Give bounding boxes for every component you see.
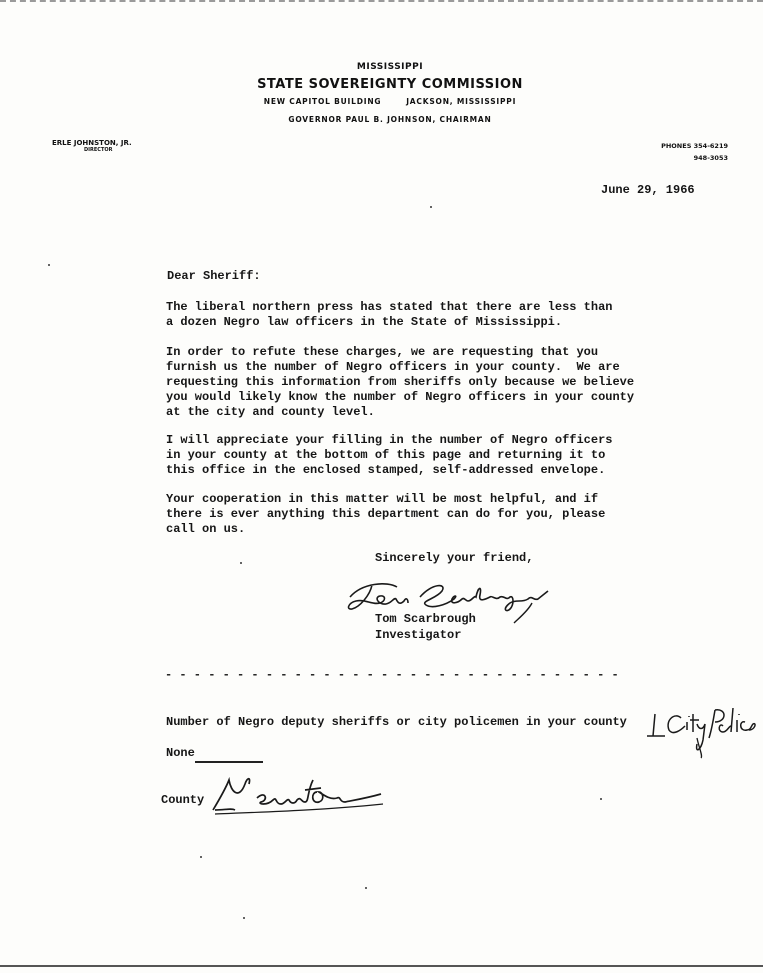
top-perforation	[0, 0, 763, 8]
county-label: County	[161, 793, 205, 807]
paragraph-3: I will appreciate your filling in the number of Negro officers in your county at the bottom of this page and returning it to this office in the enclosed stamped, self-addressed envelope.	[166, 433, 613, 477]
paragraph-4: Your cooperation in this matter will be most helpful, and if there is ever anything this department can do for you, please call on us.	[166, 492, 606, 536]
letterhead-phones	[600, 140, 728, 164]
form-question: Number of Negro deputy sheriffs or city policemen in your county	[166, 715, 627, 729]
phones-line-2: 948-3053	[693, 154, 728, 162]
handwritten-county-image	[205, 770, 385, 818]
paper-speck	[430, 206, 432, 208]
salutation: Dear Sheriff:	[167, 269, 261, 283]
paper-speck	[200, 856, 202, 858]
letterhead-director	[52, 139, 132, 153]
letterhead-governor: GOVERNOR PAUL B. JOHNSON, CHAIRMAN	[288, 115, 492, 124]
director-name: ERLE JOHNSTON, JR.	[52, 139, 132, 147]
handwritten-answer-image	[645, 700, 760, 760]
paragraph-2: In order to refute these charges, we are requesting that you furnish us the number of Negro officers in your county. We are requesting this information from sheriffs only because we believe you would likely know the number of Negro officers in your county at the city and county level.	[166, 345, 635, 419]
tear-separator: - - - - - - - - - - - - - - - - - - - - - - - - - - - - - - - -	[165, 668, 619, 682]
letterhead-address	[200, 97, 580, 106]
paper-speck	[240, 562, 242, 564]
bottom-edge	[0, 965, 763, 967]
letterhead-building: NEW CAPITOL BUILDING	[263, 97, 382, 106]
letter-date: June 29, 1966	[601, 183, 695, 197]
answer-label: None	[166, 746, 195, 760]
letterhead-state: MISSISSIPPI	[356, 62, 424, 72]
paragraph-1: The liberal northern press has stated that there are less than a dozen Negro law officers in the State of Mississippi.	[166, 300, 613, 329]
letterhead-commission: STATE SOVEREIGNTY COMMISSION	[257, 77, 523, 92]
letterhead-city: JACKSON, MISSISSIPPI	[406, 97, 517, 106]
paper-speck	[600, 798, 602, 800]
director-title: DIRECTOR	[84, 147, 113, 153]
signer-name: Tom Scarbrough	[375, 612, 476, 626]
paper-speck	[243, 917, 245, 919]
answer-blank-line	[195, 761, 263, 763]
paper-speck	[48, 264, 50, 266]
closing: Sincerely your friend,	[375, 551, 534, 565]
signer-title: Investigator	[375, 628, 462, 642]
paper-speck	[365, 887, 367, 889]
phones-line-1: PHONES 354-6219	[661, 142, 728, 150]
